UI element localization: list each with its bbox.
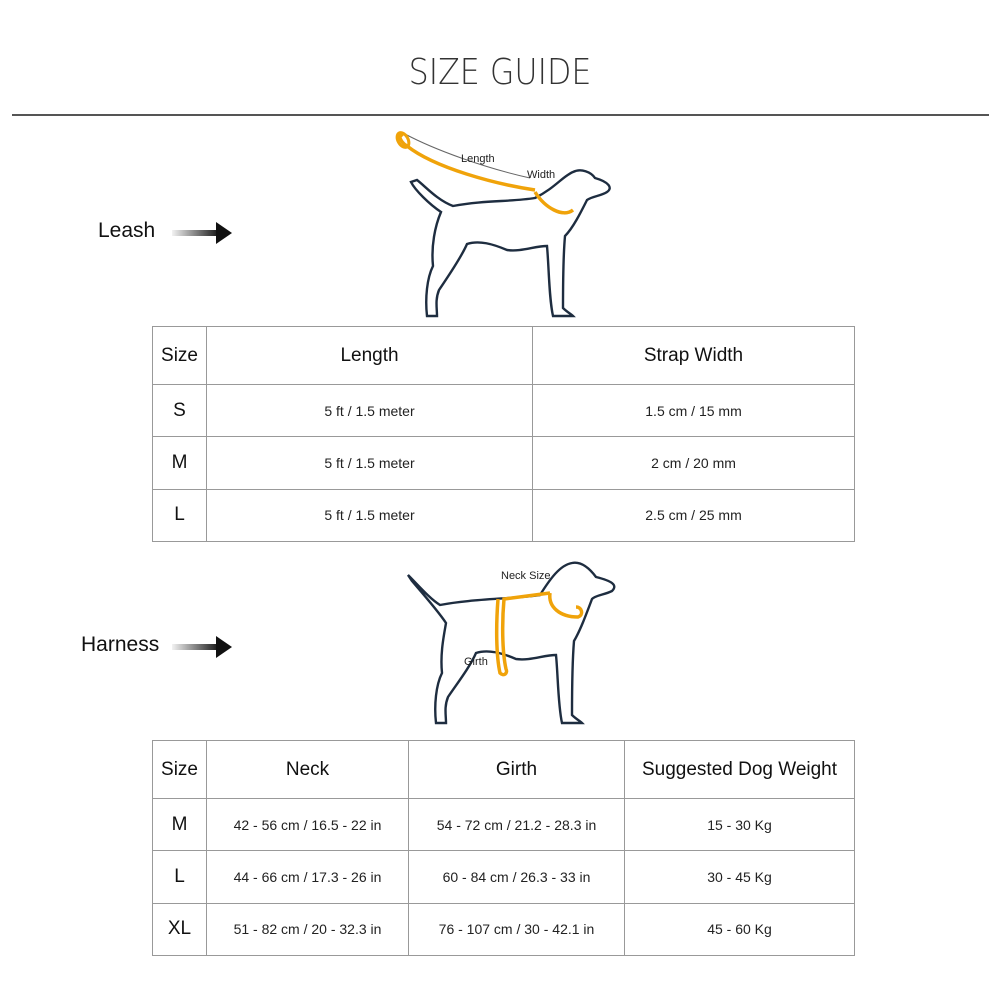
table-header: Strap Width: [533, 327, 855, 385]
table-row: [153, 489, 855, 541]
size-cell: XL: [153, 903, 207, 955]
table-header: Neck: [207, 741, 409, 799]
length-cell: 5 ft / 1.5 meter: [207, 385, 533, 437]
length-cell: 5 ft / 1.5 meter: [207, 437, 533, 489]
harness-label: Harness: [81, 633, 160, 656]
table-header: Size: [153, 327, 207, 385]
svg-text:Width: Width: [527, 169, 556, 181]
strap-width-cell: 1.5 cm / 15 mm: [533, 385, 855, 437]
table-header: Suggested Dog Weight: [625, 741, 855, 799]
weight-cell: 15 - 30 Kg: [625, 799, 855, 851]
leash-label: Leash: [98, 219, 156, 242]
leash-dog-illustration: [395, 128, 620, 323]
table-header: Size: [153, 741, 207, 799]
girth-cell: 60 - 84 cm / 26.3 - 33 in: [409, 851, 625, 903]
arrow-right-icon: [172, 634, 234, 660]
size-cell: S: [153, 385, 207, 437]
table-row: [153, 799, 855, 851]
page-title: SIZE GUIDE: [408, 52, 592, 93]
svg-text:Neck Size: Neck Size: [501, 570, 551, 582]
harness-size-table: [152, 740, 855, 956]
neck-cell: 51 - 82 cm / 20 - 32.3 in: [207, 903, 409, 955]
table-row: [153, 903, 855, 955]
table-row: [153, 851, 855, 903]
svg-text:Length: Length: [461, 153, 495, 165]
size-cell: L: [153, 851, 207, 903]
table-row: [153, 385, 855, 437]
table-header: Length: [207, 327, 533, 385]
title-divider: [12, 114, 989, 116]
size-cell: M: [153, 799, 207, 851]
leash-size-table: [152, 326, 855, 542]
strap-width-cell: 2 cm / 20 mm: [533, 437, 855, 489]
weight-cell: 30 - 45 Kg: [625, 851, 855, 903]
girth-cell: 54 - 72 cm / 21.2 - 28.3 in: [409, 799, 625, 851]
table-row: [153, 437, 855, 489]
neck-cell: 44 - 66 cm / 17.3 - 26 in: [207, 851, 409, 903]
girth-cell: 76 - 107 cm / 30 - 42.1 in: [409, 903, 625, 955]
size-cell: L: [153, 489, 207, 541]
neck-cell: 42 - 56 cm / 16.5 - 22 in: [207, 799, 409, 851]
harness-dog-illustration: [400, 555, 625, 730]
weight-cell: 45 - 60 Kg: [625, 903, 855, 955]
arrow-right-icon: [172, 220, 234, 246]
size-cell: M: [153, 437, 207, 489]
table-header: Girth: [409, 741, 625, 799]
svg-text:Girth: Girth: [464, 656, 488, 668]
length-cell: 5 ft / 1.5 meter: [207, 489, 533, 541]
strap-width-cell: 2.5 cm / 25 mm: [533, 489, 855, 541]
